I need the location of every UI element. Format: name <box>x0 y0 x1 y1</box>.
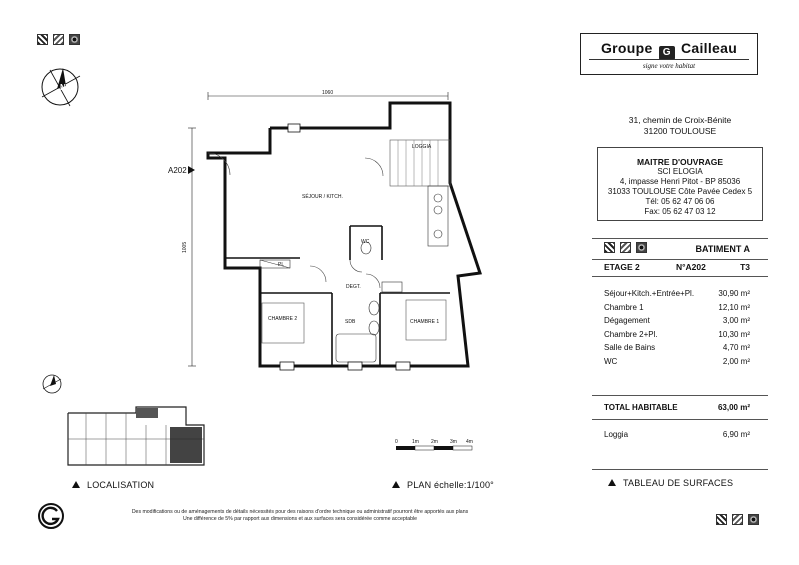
registration-mark-icon <box>748 514 759 525</box>
surface-row <box>604 343 750 357</box>
room-label-wc: WC <box>361 239 370 245</box>
brand-name <box>581 40 757 60</box>
surface-row <box>604 289 750 303</box>
brand-tagline: signe votre habitat <box>589 59 749 70</box>
north-compass-small-icon <box>40 372 64 396</box>
brand-logo-icon: G <box>659 46 675 60</box>
footnote-line1: Des modifications ou de aménagements de détails nécessités pour des raisons d'ordre technique ou administratif pourront être apportés aux plans <box>131 509 469 515</box>
surface-room: Chambre 2+Pl. <box>604 329 658 339</box>
surface-room: Chambre 1 <box>604 302 644 312</box>
registration-mark-icon <box>604 242 615 253</box>
maitre-ouvrage-street: 4, impasse Henri Pitot - BP 85036 <box>619 177 741 186</box>
header-registration-marks <box>37 34 80 45</box>
divider <box>592 276 768 277</box>
registration-mark-icon <box>620 242 631 253</box>
scale-tick-4: 4m <box>466 439 473 445</box>
registration-mark-icon <box>53 34 64 45</box>
address-line2: 31200 TOULOUSE <box>643 126 717 136</box>
divider <box>592 395 768 396</box>
maitre-ouvrage-name: SCI ELOGIA <box>657 167 703 176</box>
total-area: 63,00 m² <box>717 403 750 412</box>
loggia-row <box>604 430 750 442</box>
surface-row <box>604 303 750 317</box>
footer-registration-marks <box>716 514 759 525</box>
triangle-icon <box>72 481 80 488</box>
apartment-label: A202 <box>168 166 187 175</box>
scale-bar <box>394 436 474 456</box>
room-label-sejour: SÉJOUR / KITCH. <box>302 194 343 200</box>
scale-tick-3: 3m <box>450 439 457 445</box>
maitre-ouvrage-title: MAITRE D'OUVRAGE <box>636 157 724 167</box>
registration-mark-icon <box>69 34 80 45</box>
maitre-ouvrage-box <box>597 147 763 221</box>
room-label-chambre2: CHAMBRE 2 <box>268 316 298 322</box>
caption-tableau <box>608 478 733 488</box>
brand-name-right: Cailleau <box>680 40 738 56</box>
caption-plan-text: PLAN échelle:1/100° <box>407 480 494 490</box>
brand-name-left: Groupe <box>600 40 653 56</box>
loggia-area: 6,90 m² <box>722 430 750 439</box>
floor-label: ETAGE 2 <box>604 262 640 272</box>
building-marks <box>604 242 647 253</box>
brand-logo-box <box>580 33 758 75</box>
surface-room: Dégagement <box>604 316 650 325</box>
company-g-logo-icon <box>37 502 65 530</box>
surface-room: WC <box>604 356 618 366</box>
room-label-pl: PL <box>278 262 285 268</box>
floor-plan <box>150 88 480 378</box>
triangle-icon <box>608 479 616 486</box>
north-compass-icon <box>36 62 86 112</box>
svg-text:N: N <box>60 83 66 92</box>
surface-area: 30,90 m² <box>718 289 750 298</box>
registration-mark-icon <box>37 34 48 45</box>
divider <box>592 238 768 239</box>
info-panel <box>592 103 768 471</box>
footnote <box>120 509 480 523</box>
apartment-type: T3 <box>740 262 750 272</box>
triangle-icon <box>392 481 400 488</box>
surface-row <box>604 357 750 371</box>
caption-plan <box>392 480 494 490</box>
room-label-sdb: SDB <box>345 319 356 325</box>
surface-area: 12,10 m² <box>718 302 750 312</box>
total-row <box>604 403 750 415</box>
divider <box>592 469 768 470</box>
surface-row <box>604 330 750 344</box>
surface-room: Salle de Bains <box>604 343 656 352</box>
maitre-ouvrage-fax: Fax: 05 62 47 03 12 <box>644 207 716 216</box>
address-line1: 31, chemin de Croix-Bénite <box>628 115 732 125</box>
registration-mark-icon <box>716 514 727 525</box>
building-label: BATIMENT A <box>695 244 750 254</box>
loggia-label: Loggia <box>604 430 629 439</box>
caption-localisation <box>72 480 154 490</box>
localisation-map <box>66 405 206 467</box>
room-label-loggia: LOGGIA <box>412 144 432 150</box>
building-row <box>592 240 768 258</box>
surface-area: 3,00 m² <box>722 316 750 325</box>
caption-tableau-text: TABLEAU DE SURFACES <box>623 478 734 488</box>
caption-localisation-text: LOCALISATION <box>87 480 155 490</box>
registration-mark-icon <box>636 242 647 253</box>
surface-room: Séjour+Kitch.+Entrée+Pl. <box>604 289 695 298</box>
dim-top-label: 1060 <box>322 90 334 96</box>
apartment-number: N°A202 <box>676 262 706 272</box>
surface-row <box>604 316 750 330</box>
scale-tick-2: 2m <box>431 439 438 445</box>
dim-left-label: 1005 <box>182 241 188 253</box>
floor-row <box>604 260 750 274</box>
room-label-chambre1: CHAMBRE 1 <box>410 319 440 325</box>
divider <box>592 419 768 420</box>
footnote-line2: Une différence de 5% par rapport aux dimensions et aux surfaces sera considérée comme acceptable <box>182 516 418 522</box>
surface-area: 10,30 m² <box>718 329 750 339</box>
site-address <box>592 115 768 137</box>
scale-tick-1: 1m <box>412 439 419 445</box>
surfaces-table <box>604 289 750 370</box>
surface-area: 2,00 m² <box>722 356 750 366</box>
scale-tick-0: 0 <box>395 439 398 445</box>
surface-area: 4,70 m² <box>722 343 750 352</box>
maitre-ouvrage-city: 31033 TOULOUSE Côte Pavée Cedex 5 <box>607 187 753 196</box>
total-label: TOTAL HABITABLE <box>604 403 678 412</box>
room-label-degt: DEGT. <box>346 284 361 290</box>
registration-mark-icon <box>732 514 743 525</box>
maitre-ouvrage-tel: Tél: 05 62 47 06 06 <box>645 197 715 206</box>
